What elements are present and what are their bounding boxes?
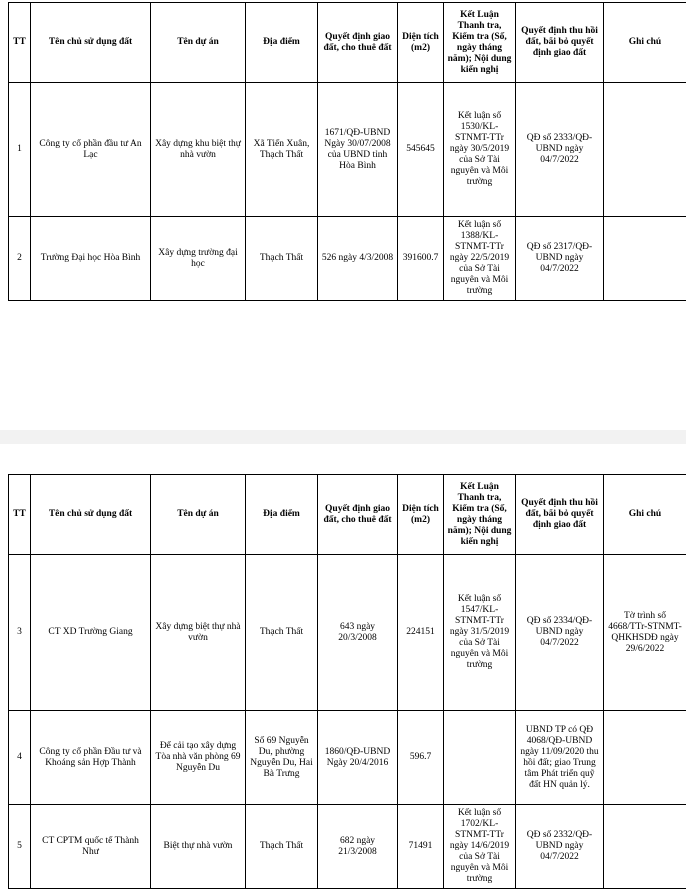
cell-conclusion: Kết luận số 1388/KL-STNMT-TTr ngày 22/5/2019 của Sở Tài nguyên và Môi trường: [444, 217, 516, 301]
cell-decision: 526 ngày 4/3/2008: [318, 217, 398, 301]
cell-decision: 1671/QĐ-UBND Ngày 30/07/2008 của UBND tỉnh Hòa Bình: [318, 83, 398, 217]
cell-revocation: QĐ số 2332/QĐ-UBND ngày 04/7/2022: [516, 805, 604, 889]
cell-revocation: QĐ số 2333/QĐ-UBND ngày 04/7/2022: [516, 83, 604, 217]
cell-tt: 1: [9, 83, 31, 217]
table-header-row: [9, 475, 686, 555]
cell-area: 71491: [398, 805, 444, 889]
cell-revocation: UBND TP có QĐ 4068/QĐ-UBND ngày 11/09/2020 thu hồi đất; giao Trung tâm Phát triển quỹ đất HN quản lý.: [516, 711, 604, 805]
cell-location: Thạch Thất: [246, 217, 318, 301]
cell-location: Thạch Thất: [246, 555, 318, 711]
cell-revocation: QĐ số 2317/QĐ-UBND ngày 04/7/2022: [516, 217, 604, 301]
cell-note: [604, 217, 686, 301]
cell-project: Biệt thự nhà vườn: [151, 805, 246, 889]
page-separator: [0, 430, 686, 444]
cell-tt: 2: [9, 217, 31, 301]
cell-project: Xây dựng biệt thự nhà vườn: [151, 555, 246, 711]
header-revocation: Quyết định thu hồi đất, bãi bỏ quyết định giao đất: [516, 3, 604, 83]
header-tt: TT: [9, 475, 31, 555]
cell-tt: 4: [9, 711, 31, 805]
document-page-1: [0, 0, 686, 430]
header-conclusion: Kết Luận Thanh tra, Kiểm tra (Số, ngày tháng năm); Nội dung kiến nghị: [444, 475, 516, 555]
header-decision: Quyết định giao đất, cho thuê đất: [318, 475, 398, 555]
cell-area: 596.7: [398, 711, 444, 805]
header-area: Diện tích (m2): [398, 3, 444, 83]
cell-owner: CT XD Trường Giang: [31, 555, 151, 711]
cell-area: 391600.7: [398, 217, 444, 301]
table-row: [9, 217, 686, 301]
cell-project: Xây dựng trường đại học: [151, 217, 246, 301]
land-table-page-1: [8, 2, 686, 301]
cell-tt: 5: [9, 805, 31, 889]
cell-decision: 1860/QĐ-UBND Ngày 20/4/2016: [318, 711, 398, 805]
cell-owner: CT CPTM quốc tế Thành Như: [31, 805, 151, 889]
cell-note: Tờ trình số 4668/TTr-STNMT-QHKHSDĐ ngày 29/6/2022: [604, 555, 686, 711]
header-decision: Quyết định giao đất, cho thuê đất: [318, 3, 398, 83]
table-row: [9, 555, 686, 711]
cell-area: 224151: [398, 555, 444, 711]
cell-location: Thạch Thất: [246, 805, 318, 889]
header-conclusion: Kết Luận Thanh tra, Kiểm tra (Số, ngày tháng năm); Nội dung kiến nghị: [444, 3, 516, 83]
header-location: Địa điểm: [246, 3, 318, 83]
header-project: Tên dự án: [151, 475, 246, 555]
table-header-row: [9, 3, 686, 83]
cell-decision: 682 ngày 21/3/2008: [318, 805, 398, 889]
cell-owner: Trường Đại học Hòa Bình: [31, 217, 151, 301]
cell-area: 545645: [398, 83, 444, 217]
header-project: Tên dự án: [151, 3, 246, 83]
header-note: Ghi chú: [604, 475, 686, 555]
cell-revocation: QĐ số 2334/QĐ-UBND ngày 04/7/2022: [516, 555, 604, 711]
cell-conclusion: [444, 711, 516, 805]
table-row: [9, 805, 686, 889]
cell-note: [604, 83, 686, 217]
cell-owner: Công ty cổ phần Đầu tư và Khoáng sản Hợp Thành: [31, 711, 151, 805]
cell-tt: 3: [9, 555, 31, 711]
table-row: [9, 83, 686, 217]
document-page-2: [0, 444, 686, 892]
cell-project: Để cải tạo xây dựng Tòa nhà văn phòng 69 Nguyễn Du: [151, 711, 246, 805]
cell-location: Xã Tiến Xuân, Thạch Thất: [246, 83, 318, 217]
cell-owner: Công ty cổ phần đầu tư An Lạc: [31, 83, 151, 217]
table-row: [9, 711, 686, 805]
header-location: Địa điểm: [246, 475, 318, 555]
cell-note: [604, 711, 686, 805]
cell-decision: 643 ngày 20/3/2008: [318, 555, 398, 711]
header-owner: Tên chủ sử dụng đất: [31, 475, 151, 555]
cell-conclusion: Kết luận số 1530/KL-STNMT-TTr ngày 30/5/2019 của Sở Tài nguyên và Môi trường: [444, 83, 516, 217]
cell-location: Số 69 Nguyễn Du, phường Nguyễn Du, Hai Bà Trưng: [246, 711, 318, 805]
cell-conclusion: Kết luận số 1702/KL-STNMT-TTr ngày 14/6/2019 của Sở Tài nguyên và Môi trường: [444, 805, 516, 889]
header-revocation: Quyết định thu hồi đất, bãi bỏ quyết định giao đất: [516, 475, 604, 555]
header-tt: TT: [9, 3, 31, 83]
header-note: Ghi chú: [604, 3, 686, 83]
land-table-page-2: [8, 474, 686, 889]
header-area: Diện tích (m2): [398, 475, 444, 555]
cell-note: [604, 805, 686, 889]
cell-project: Xây dựng khu biệt thự nhà vườn: [151, 83, 246, 217]
cell-conclusion: Kết luận số 1547/KL-STNMT-TTr ngày 31/5/2019 của Sở Tài nguyên và Môi trường: [444, 555, 516, 711]
header-owner: Tên chủ sử dụng đất: [31, 3, 151, 83]
